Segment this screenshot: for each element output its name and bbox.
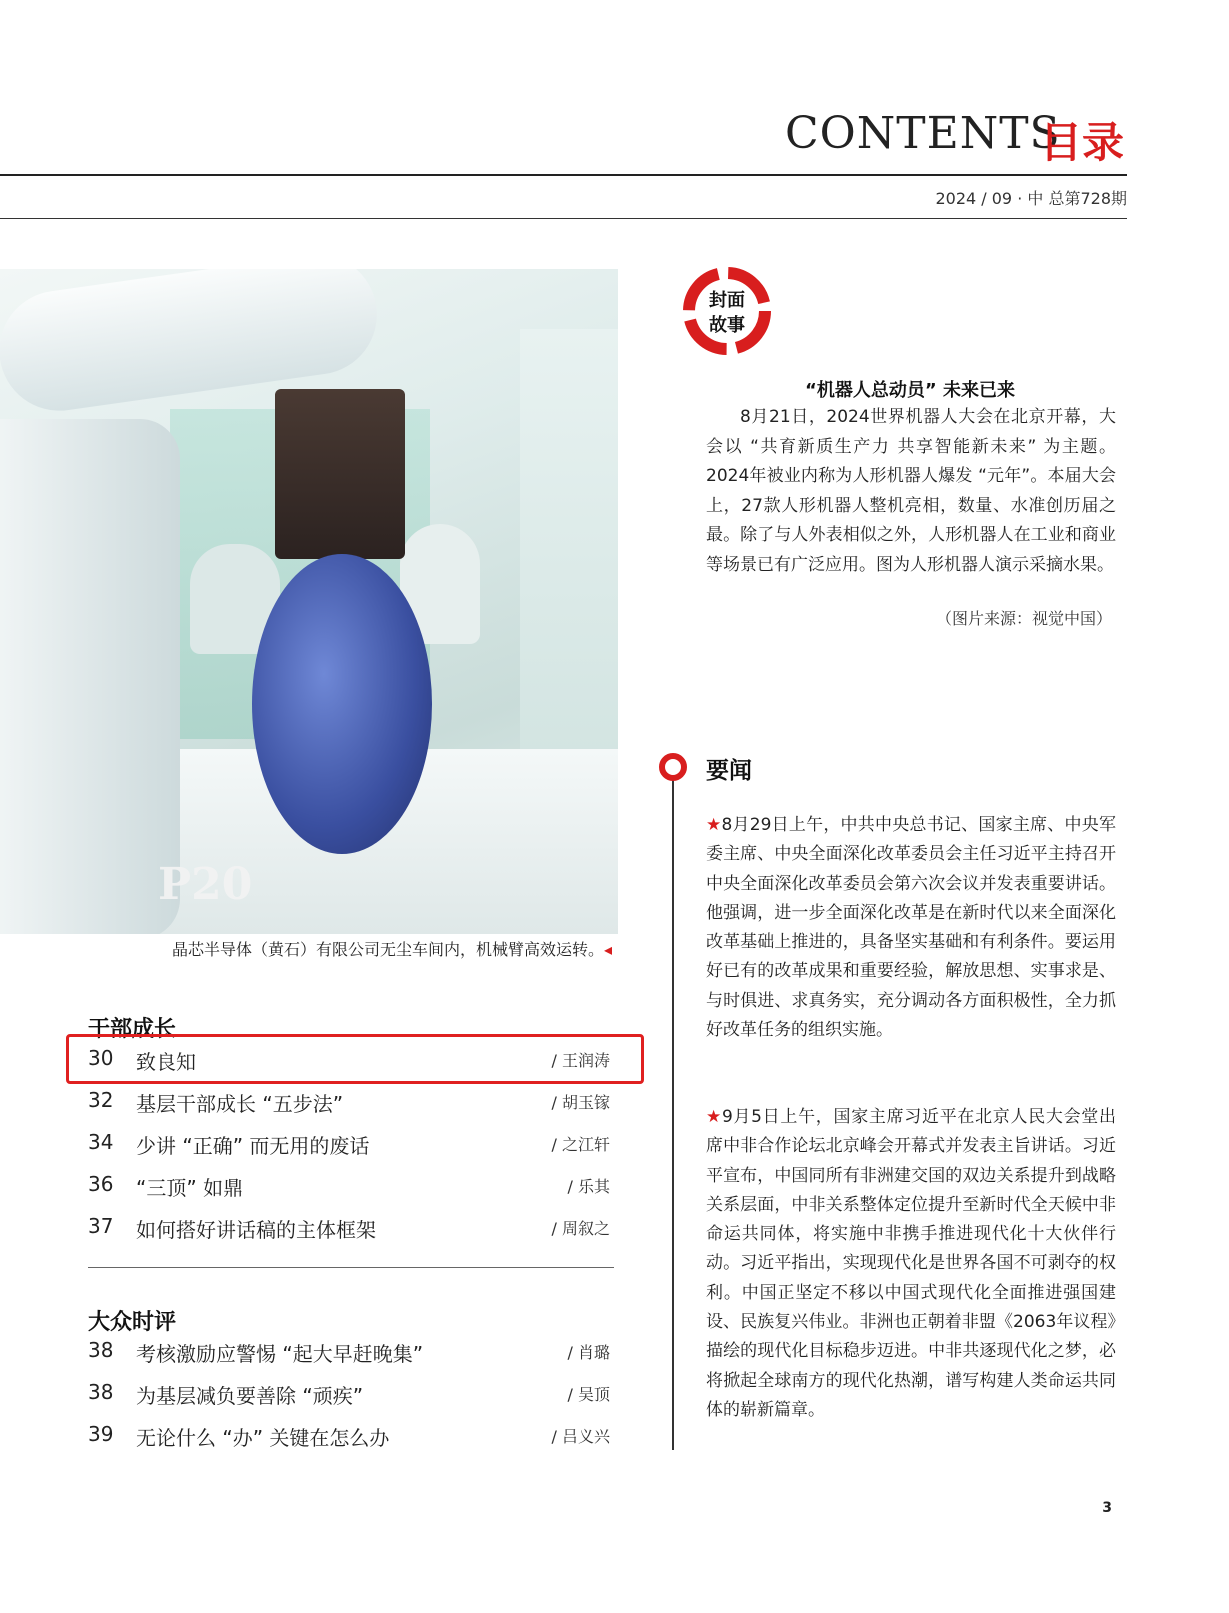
toc-page: 34 [88,1130,114,1154]
caption-marker-icon: ◂ [603,940,612,959]
toc-item[interactable] [88,1130,610,1160]
toc-item[interactable] [88,1046,610,1076]
photo-caption-text: 晶芯半导体（黄石）有限公司无尘车间内，机械臂高效运转。 [171,940,604,959]
page-number: 3 [1102,1500,1112,1516]
toc-author: / 乐其 [567,1177,610,1196]
robot-arm-base [0,419,180,934]
cover-story-body: 8月21日，2024世界机器人大会在北京开幕，大会以 “共育新质生产力 共享智能新未来” 为主题。2024年被业内称为人形机器人爆发 “元年”。本届大会上，27款人形机器人整机亮相，数量、水准创历届之最。除了与人外表相似之外，人形机器人在工业和商业等场景已有广泛应用。图为人形机器人演示采摘水果。 [706,407,1116,575]
toc-author: / 胡玉镓 [551,1093,610,1112]
toc-item[interactable] [88,1214,610,1244]
toc-item[interactable] [88,1380,610,1410]
toc-author: / 吴顶 [567,1385,610,1404]
toc-author: / 王润涛 [551,1051,610,1070]
photo-page-label: P20 [158,859,253,910]
toc-author: / 肖璐 [567,1343,610,1362]
silicon-wafer [252,554,432,854]
cover-story-credit: （图片来源：视觉中国） [935,609,1112,628]
header-rule [0,174,1127,176]
star-icon: ★ [706,1107,722,1127]
toc-title: 考核激励应警惕 “起大早赶晚集” [136,1342,424,1366]
contents-heading-zh: 目录 [1040,118,1125,167]
cover-photo [0,269,618,934]
news-heading: 要闻 [706,758,752,784]
toc-page: 30 [88,1046,114,1070]
toc-title: 基层干部成长 “五步法” [136,1092,344,1116]
toc-title: 致良知 [136,1050,196,1074]
news-item [706,1103,1116,1425]
robot-gripper [275,389,405,559]
contents-heading-en: CONTENTS [785,108,1061,159]
section-divider [88,1267,614,1268]
toc-item[interactable] [88,1338,610,1368]
news-section-icon [658,752,688,782]
toc-title: 少讲 “正确” 而无用的废话 [136,1134,370,1158]
news-timeline-line [672,770,674,1450]
badge-line: 封面 [709,290,745,311]
news-item [706,811,1116,1045]
toc-item[interactable] [88,1422,610,1452]
toc-title: “三顶” 如鼎 [136,1176,244,1200]
cover-story-title: “机器人总动员” 未来已来 [805,380,1015,401]
toc-item[interactable] [88,1088,610,1118]
toc-page: 37 [88,1214,114,1238]
toc-page: 38 [88,1338,114,1362]
cover-story-badge-text [698,288,756,338]
toc-item[interactable] [88,1172,610,1202]
toc-page: 36 [88,1172,114,1196]
badge-line: 故事 [709,315,745,336]
toc-page: 38 [88,1380,114,1404]
section-title: 干部成长 [88,1017,177,1042]
news-item-text: 8月29日上午，中共中央总书记、国家主席、中央军委主席、中央全面深化改革委员会主任习近平主持召开中央全面深化改革委员会第六次会议并发表重要讲话。他强调，进一步全面深化改革是在新时代以来全面深化改革基础上推进的，具备坚实基础和有利条件。要运用好已有的改革成果和重要经验，解放思想、实事求是、与时俱进、求真务实，充分调动各方面积极性，全力抓好改革任务的组织实施。 [706,815,1116,1041]
news-item-text: 9月5日上午，国家主席习近平在北京人民大会堂出席中非合作论坛北京峰会开幕式并发表主旨讲话。习近平宣布，中国同所有非洲建交国的双边关系提升到战略关系层面，中非关系整体定位提升至新时代全天候中非命运共同体，将实施中非携手推进现代化十大伙伴行动。习近平指出，实现现代化是世界各国不可剥夺的权利。中国正坚定不移以中国式现代化全面推进强国建设、民族复兴伟业。非洲也正朝着非盟《2063年议程》描绘的现代化目标稳步迈进。中非共逐现代化之梦，必将掀起全球南方的现代化热潮，谱写构建人类命运共同体的崭新篇章。 [706,1107,1116,1420]
toc-author: / 之江轩 [551,1135,610,1154]
toc-page: 39 [88,1422,114,1446]
star-icon: ★ [706,815,722,835]
toc-author: / 周叙之 [551,1219,610,1238]
header-subrule [0,218,1127,219]
toc-title: 无论什么 “办” 关键在怎么办 [136,1426,390,1450]
issue-info: 2024 / 09 · 中 总第728期 [935,189,1127,208]
section-title: 大众时评 [88,1310,177,1335]
toc-page: 32 [88,1088,114,1112]
toc-title: 为基层减负要善除 “顽疾” [136,1384,364,1408]
toc-title: 如何搭好讲话稿的主体框架 [136,1218,376,1242]
photo-caption [172,937,612,960]
toc-author: / 吕义兴 [551,1427,610,1446]
